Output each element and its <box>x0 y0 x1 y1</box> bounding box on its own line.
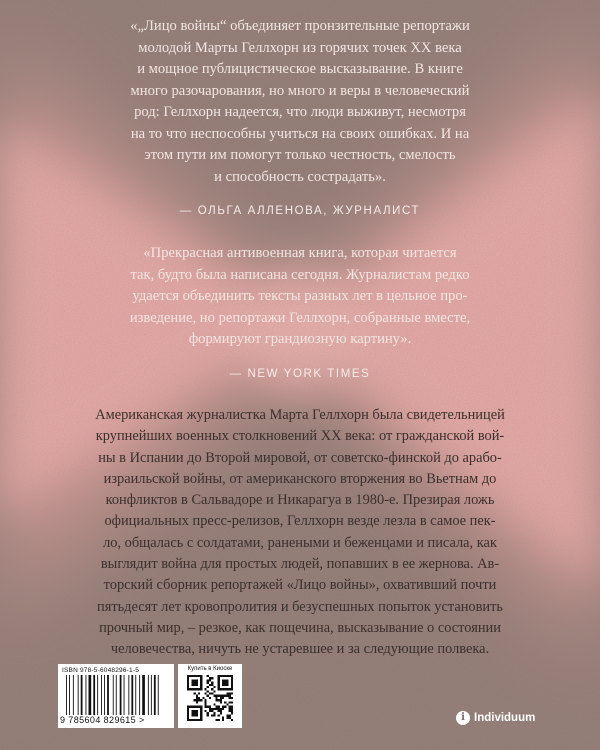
publisher-logo-icon: i <box>456 711 470 725</box>
barcode-bars <box>62 675 170 717</box>
description-line: крупнейших военных столкновений XX века: от гражданской вой- <box>95 428 505 445</box>
publisher-name: Individuum <box>474 712 536 724</box>
description-line: пятьдесят лет кровопролития и безуспешных попыток установить <box>97 598 503 615</box>
quote-line: и мощное публицистическое высказывание. В книге <box>137 61 463 77</box>
quote-nyt <box>60 243 540 351</box>
publisher-logo <box>456 708 535 728</box>
qr-label: Купить в Киоске <box>187 666 233 672</box>
quote-line: род: Геллхорн надеется, что люди выживут, несмотря <box>134 104 466 120</box>
quote-allenova <box>60 16 540 188</box>
description-line: израильской войны, от американского вторжения во Вьетнам до <box>103 470 497 487</box>
description-line: ны в Испании до Второй мировой, от советско-финской до арабо- <box>98 449 502 466</box>
quote-line: на то что неспособны учиться на своих ошибках. И на <box>130 125 470 142</box>
quote-line: удается объединить тексты разных лет в цельное про- <box>132 288 468 304</box>
quote-line: этом пути им помогут только честность, смелость <box>144 147 456 163</box>
isbn-label: ISBN 978-5-6048296-1-5 <box>62 667 140 674</box>
quote-line: так, будто была написана сегодня. Журналистам редко <box>130 266 470 283</box>
description-line: официальных пресс-релизов, Геллхорн везде лезла в самое пек- <box>104 513 496 530</box>
description-line: выглядит война для простых людей, попавших в ее жернова. Ав- <box>100 556 500 573</box>
description-line: человечества, ничуть не устаревшее и за следующие полвека. <box>110 641 490 658</box>
quote-line: и способность сострадать». <box>214 168 386 185</box>
description-line: прочный мир, – резкое, как пощечина, высказывание о состоянии <box>99 619 501 636</box>
description-line: торский сборник репортажей «Лицо войны», охвативший почти <box>103 577 497 594</box>
description-line: Американская журналистка Марта Геллхорн была свидетельницей <box>95 407 505 423</box>
qr-code-block[interactable] <box>178 664 242 728</box>
quote-line: формируют грандиозную картину». <box>188 331 412 347</box>
quote-line: много разочарования, но много и веры в человеческий <box>130 82 470 99</box>
book-description <box>50 405 550 661</box>
quote-line: изведение, но репортажи Геллхорн, собранные вместе, <box>129 309 471 326</box>
attribution-allenova: — ОЛЬГА АЛЛЕНОВА, ЖУРНАЛИСТ <box>179 205 421 217</box>
description-line: конфликтов в Сальвадоре и Никарагуа в 1980-е. Презирая ложь <box>105 492 495 509</box>
qr-code[interactable] <box>187 675 233 721</box>
quote-line: «„Лицо войны“ объединяет пронзительные репортажи <box>130 18 470 34</box>
quote-line: молодой Марты Геллхорн из горячих точек XX века <box>138 39 462 56</box>
quote-line: «Прекрасная антивоенная книга, которая читается <box>143 245 457 261</box>
description-line: ло, общалась с солдатами, ранеными и беженцами и писала, как <box>103 534 497 551</box>
ean-digits: 9 785604 829615 > <box>60 715 145 725</box>
attribution-nyt: — NEW YORK TIMES <box>229 368 371 380</box>
isbn-barcode <box>58 664 174 728</box>
